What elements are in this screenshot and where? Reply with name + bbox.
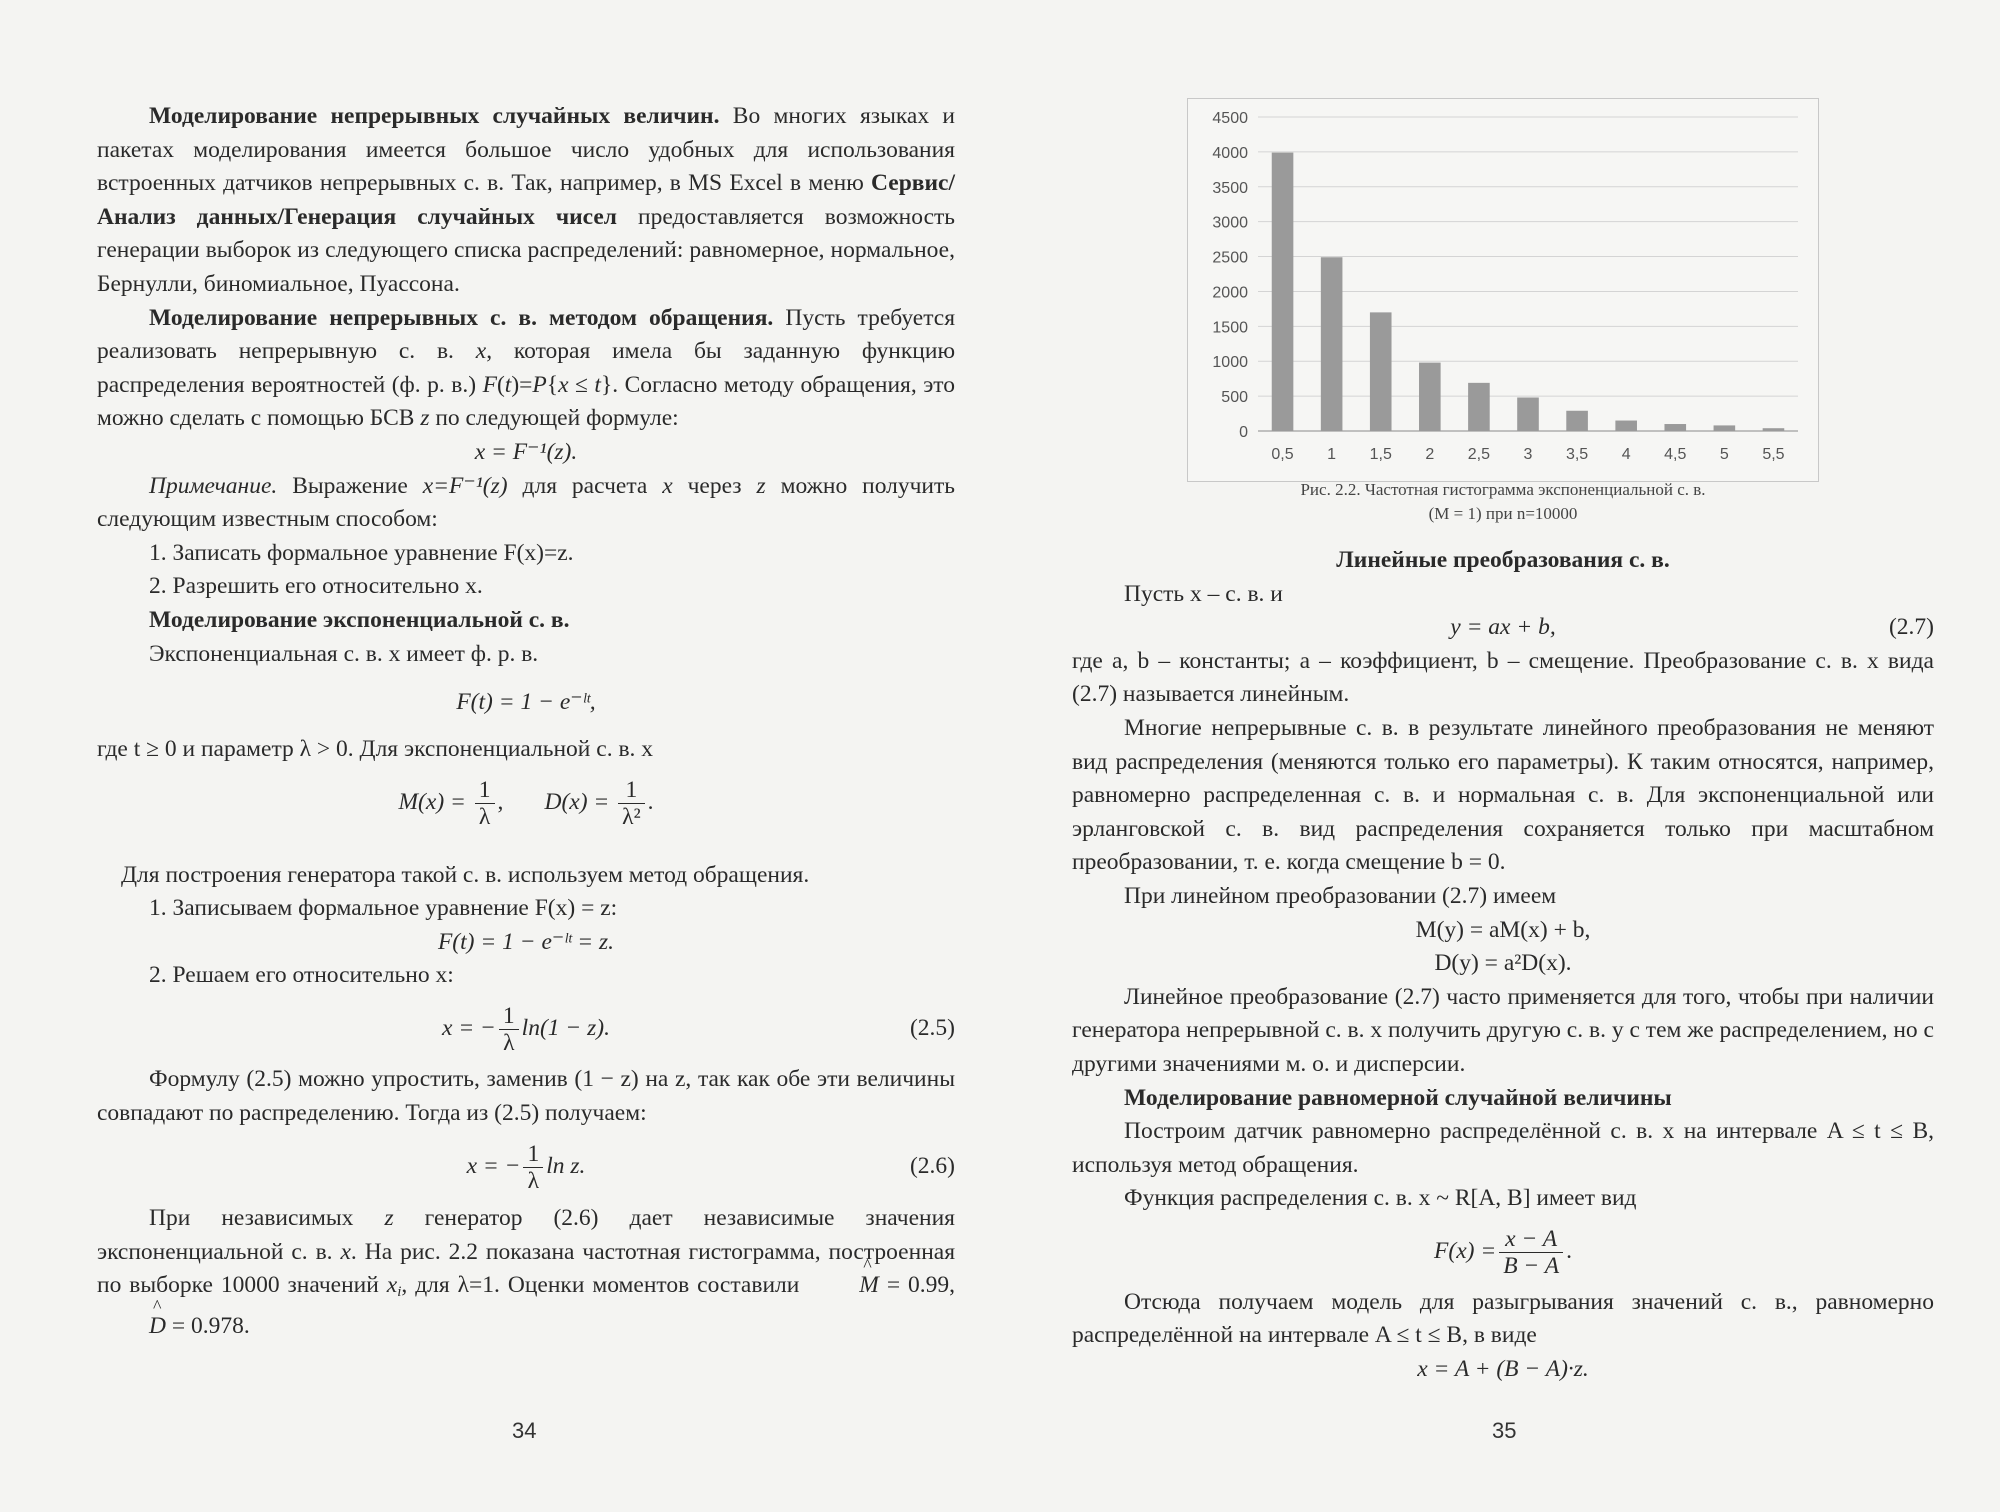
- y-tick-label: 2500: [1212, 249, 1248, 267]
- left-column: [97, 100, 955, 1344]
- heading-linear: Линейные преобразования с. в.: [1336, 547, 1670, 573]
- equation-2-5: x = − $\frac{1}{\lambda}$ ln(1 − z). (2.5): [97, 993, 955, 1063]
- x-tick-label: 4,5: [1664, 446, 1687, 463]
- page-number-left: 34: [512, 1418, 537, 1443]
- right-column: [1072, 538, 1934, 1387]
- histogram-figure: [1187, 98, 1819, 482]
- heading-continuous: Моделирование непрерывных случайных величин.: [149, 103, 720, 129]
- histogram-bar: [1517, 398, 1539, 431]
- equation-number-2-7: (2.7): [1888, 614, 1934, 641]
- step-1: 1. Записываем формальное уравнение F(x) = z:: [149, 895, 618, 922]
- histogram-bar: [1272, 153, 1294, 431]
- histogram-bar: [1321, 257, 1343, 431]
- histogram-bar: [1468, 383, 1490, 431]
- y-tick-label: 0: [1239, 424, 1248, 441]
- x-tick-label: 1,5: [1369, 446, 1392, 463]
- equation-inverse: x = F⁻¹(z).: [474, 438, 578, 465]
- figure-caption: Рис. 2.2. Частотная гистограмма экспоненциальной с. в. (M = 1) при n=10000: [1300, 480, 1706, 523]
- equation-dy: D(y) = a²D(x).: [1434, 950, 1572, 977]
- paragraph-linear-distributions: Многие непрерывные с. в. в результате линейного преобразования не меняют вид распределения (меняются только его параметры). К таким относятся, например, равномерно распределенная с. в. и нормальная с. в. Для экспоненциальной или эрланговской с. в. вид распределения сохраняется только при масштабном преобразовании, т. е. когда смещение b = 0.: [1072, 714, 1934, 876]
- params-line: где t ≥ 0 и параметр λ > 0. Для экспоненциальной с. в. x: [97, 736, 654, 763]
- histogram-bar: [1615, 421, 1637, 431]
- x-tick-label: 4: [1621, 446, 1631, 463]
- y-tick-label: 3500: [1212, 179, 1248, 197]
- histogram-chart: [1188, 99, 1818, 481]
- equation-cdf: F(t) = 1 − e⁻ˡᵗ,: [456, 689, 596, 716]
- method-intro: Для построения генератора такой с. в. используем метод обращения.: [121, 861, 810, 888]
- equation-2-6: x = − $\frac{1}{\lambda}$ ln z. (2.6): [97, 1130, 955, 1202]
- paragraph-note: Примечание. Выражение x=F⁻¹(z) для расчета x через z можно получить следующим известным способом:: [97, 472, 955, 533]
- paragraph-inverse-method: Моделирование непрерывных с. в. методом обращения. Пусть требуется реализовать непрерывную с. в. x, которая имела бы заданную функцию распределения вероятностей (ф. р. в.) F(t)=P{x ≤ t}. Согласно методу обращения, это можно сделать с помощью БСВ z по следующей формуле:: [97, 304, 956, 432]
- histogram-bar: [1566, 411, 1588, 431]
- x-tick-label: 3,5: [1565, 446, 1589, 463]
- equation-2-7: y = ax + b, (2.7): [1072, 611, 1934, 645]
- page-right: [1000, 0, 2000, 1512]
- paragraph-uniform-model: Отсюда получаем модель для разыгрывания значений с. в., равномерно распределённой на интервале A ≤ t ≤ B, в виде: [1072, 1288, 1934, 1349]
- x-tick-label: 2,5: [1467, 446, 1491, 463]
- paragraph-linear-usage: Линейное преобразование (2.7) часто применяется для того, чтобы при наличии генератора непрерывной с. в. x получить другую с. в. y с тем же распределением, но с другими значениями м. о. и дисперсии.: [1072, 983, 1934, 1077]
- paragraph-simplify: Формулу (2.5) можно упростить, заменив (1 − z) на z, так как обе эти величины совпадают по распределению. Тогда из (2.5) получаем:: [97, 1066, 955, 1126]
- linear-where: где a, b – константы; a – коэффициент, b – смещение. Преобразование с. в. x вида (2.7) называется линейным.: [1072, 647, 1934, 708]
- equation-step-1: F(t) = 1 − e⁻ˡᵗ = z.: [437, 928, 615, 955]
- step-2: 2. Решаем его относительно x:: [149, 962, 454, 989]
- y-tick-label: 3000: [1212, 214, 1248, 232]
- x-tick-label: 2: [1425, 446, 1435, 463]
- y-tick-label: 1500: [1212, 319, 1248, 337]
- y-tick-label: 1000: [1212, 354, 1248, 372]
- y-tick-label: 4500: [1212, 110, 1248, 127]
- x-tick-label: 5,5: [1762, 446, 1785, 463]
- heading-inverse: Моделирование непрерывных с. в. методом обращения.: [149, 304, 774, 331]
- page-number-right: 35: [1492, 1418, 1517, 1443]
- equation-number-2-6: (2.6): [909, 1153, 955, 1180]
- histogram-bar: [1419, 363, 1441, 431]
- paragraph-estimates: При независимых z генератор (2.6) дает независимые значения экспоненциальной с. в. x. На рис. 2.2 показана частотная гистограмма, построенная по выборке 10000 значений $x_i$, для λ=1. Оценки моментов составили ^ M = 0.99, ^ D = 0.978.: [97, 1202, 955, 1343]
- histogram-bar: [1714, 425, 1736, 431]
- histogram-bar: [1763, 428, 1785, 431]
- equation-number-2-5: (2.5): [909, 1015, 955, 1042]
- x-tick-label: 5: [1719, 446, 1729, 463]
- y-tick-label: 500: [1221, 389, 1248, 407]
- x-tick-label: 0,5: [1271, 446, 1294, 463]
- y-tick-label: 2000: [1212, 284, 1248, 302]
- paragraph-uniform-intro: Построим датчик равномерно распределённой с. в. x на интервале A ≤ t ≤ B, используя метод обращения.: [1072, 1118, 1934, 1178]
- uniform-cdf-intro: Функция распределения с. в. x ~ R[A, B] имеет вид: [1124, 1185, 1637, 1212]
- x-tick-label: 1: [1327, 446, 1337, 463]
- equation-my: M(y) = aM(x) + b,: [1415, 916, 1591, 943]
- paragraph-continuous-intro: Моделирование непрерывных случайных величин. Во многих языках и пакетах моделирования имеется большое число удобных для использования встроенных датчиков непрерывных с. в. Так, например, в MS Excel в меню Сервис/Анализ данных/Генерация случайных чисел предоставляется возможность генерации выборок из следующего списка распределений: равномерное, нормальное, Бернулли, биномиальное, Пуассона.: [97, 103, 956, 297]
- menu-path: Сервис/Анализ данных/Генерация случайных чисел: [97, 170, 955, 230]
- linear-intro: Пусть x – с. в. и: [1124, 580, 1283, 607]
- histogram-bar: [1370, 312, 1392, 431]
- heading-exponential: Моделирование экспоненциальной с. в.: [149, 606, 570, 633]
- equation-moments: M(x) = $\frac{1}{\lambda}$ , D(x) = $\frac{1}{\text{λ²}}$ .: [398, 776, 654, 830]
- exponential-intro: Экспоненциальная с. в. x имеет ф. р. в.: [149, 640, 539, 667]
- note-step-2: 2. Разрешить его относительно x.: [149, 573, 483, 600]
- linear-have: При линейном преобразовании (2.7) имеем: [1124, 882, 1557, 909]
- x-tick-label: 3: [1523, 446, 1533, 463]
- note-step-1: 1. Записать формальное уравнение F(x)=z.: [149, 539, 574, 566]
- y-tick-label: 4000: [1212, 144, 1248, 162]
- heading-uniform: Моделирование равномерной случайной величины: [1124, 1084, 1672, 1111]
- equation-uniform-model: x = A + (B − A)·z.: [1417, 1356, 1589, 1383]
- histogram-bar: [1664, 424, 1686, 431]
- equation-uniform-cdf: F(x) = $\frac{x - A}{B - A}$ .: [1434, 1225, 1572, 1279]
